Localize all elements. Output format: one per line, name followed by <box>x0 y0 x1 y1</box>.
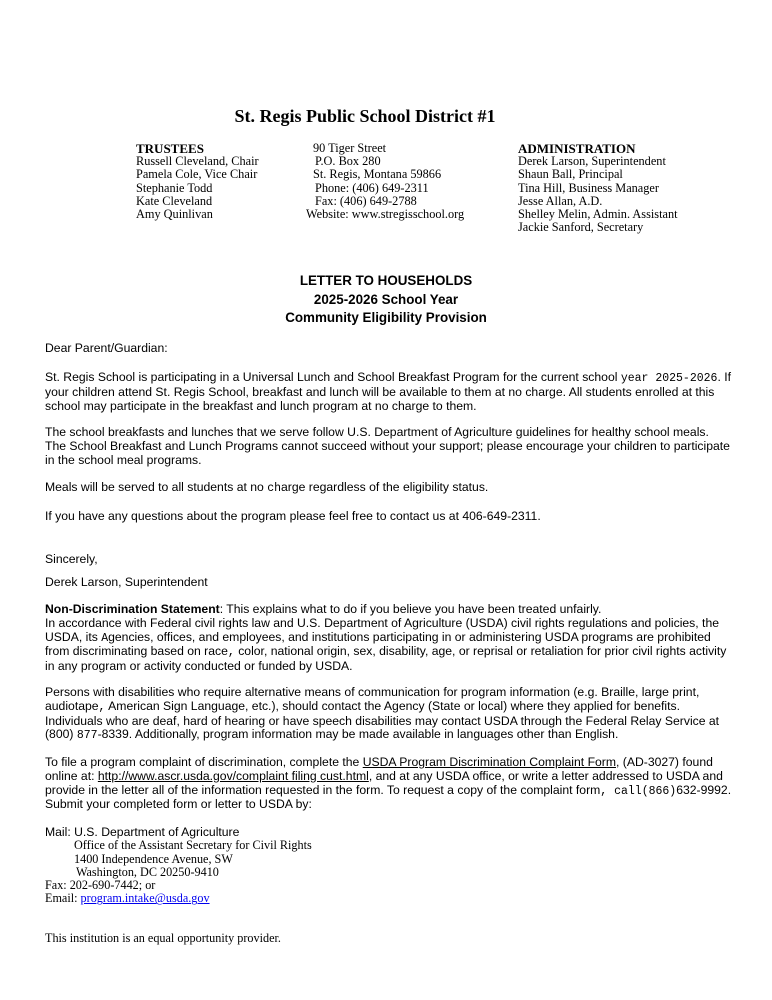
trustee-name: Amy Quinlivan <box>136 207 213 222</box>
website: Website: www.stregisschool.org <box>306 207 465 222</box>
trustee-name: Kate Cleveland <box>136 193 213 208</box>
trustees-heading: TRUSTEES <box>136 141 204 156</box>
letter-heading <box>0 272 772 328</box>
salutation: Dear Parent/Guardian: <box>45 341 168 355</box>
trustee-name: Russell Cleveland, Chair <box>136 154 259 169</box>
letter-title: LETTER TO HOUSEHOLDS <box>299 273 473 288</box>
trustees-column <box>136 142 259 221</box>
mail-line: Washington, DC 20250-9410 <box>76 864 219 879</box>
address-column <box>306 142 464 221</box>
trustee-name: Pamela Cole, Vice Chair <box>136 167 258 182</box>
fax-number: Fax: (406) 649-2788 <box>315 193 417 208</box>
city-state-zip: St. Regis, Montana 59866 <box>313 167 442 182</box>
street-address: 90 Tiger Street <box>313 141 387 155</box>
po-box: P.O. Box 280 <box>315 154 381 169</box>
phone-number: Phone: (406) 649-2311 <box>315 180 429 195</box>
administrator-name: Tina Hill, Business Manager <box>518 180 659 195</box>
administrator-name: Jesse Allan, A.D. <box>518 193 603 208</box>
complaint-url-link[interactable]: http://www.ascr.usda.gov/complaint filing cust.html <box>97 768 369 783</box>
closing: Sincerely, <box>45 552 98 566</box>
nondiscrimination-label: Non-Discrimination Statement <box>45 602 220 616</box>
paragraph-program: St. Regis School is participating in a Universal Lunch and School Breakfast Program for the current school year 2025-2026. If your children attend St. Regis School, breakfast and lunch will be available to them at no charge. All students enrolled at this school may participate in the breakfast and lunch program at no charge to them. <box>45 370 731 413</box>
mail-line: 1400 Independence Avenue, SW <box>74 851 233 866</box>
district-title: St. Regis Public School District #1 <box>234 106 496 126</box>
mail-line: Mail: U.S. Department of Agriculture <box>45 825 240 839</box>
paragraph-guidelines: The school breakfasts and lunches that we serve follow U.S. Department of Agriculture guidelines for healthy school meals. The School Breakfast and Lunch Programs cannot succeed without your support; please encourage your children to participate in the school meal programs. <box>45 425 730 467</box>
paragraph-contact: If you have any questions about the program please feel free to contact us at 406-649-2311. <box>45 509 541 523</box>
administration-heading: ADMINISTRATION <box>518 141 636 156</box>
complaint-form-link[interactable]: USDA Program Discrimination Complaint Form <box>362 755 616 769</box>
program-name: Community Eligibility Provision <box>285 310 487 325</box>
school-year: 2025-2026 School Year <box>313 291 459 307</box>
administrator-name: Derek Larson, Superintendent <box>518 154 666 169</box>
fax-line: Fax: 202-690-7442; or <box>45 878 156 893</box>
paragraph-meals: Meals will be served to all students at no charge regardless of the eligibility status. <box>45 480 489 495</box>
administrator-name: Shelley Melin, Admin. Assistant <box>518 207 678 222</box>
signature: Derek Larson, Superintendent <box>45 575 208 589</box>
accessibility-paragraph: Persons with disabilities who require alternative means of communication for program information (e.g. Braille, large print, audiotape, American Sign Language, etc.), should contact the Agency (State or local) where they applied for benefits. Individuals who are deaf, hard of hearing or have speech disabilities may contact USDA through the Federal Relay Service at (800) 877-8339. Additionally, program information may be made available in languages other than English. <box>45 685 720 743</box>
nondiscrimination-paragraph: Non-Discrimination Statement: This explains what to do if you believe you have been treated unfairly. In accordance with Federal civil rights law and U.S. Department of Agriculture (USDA) civil rights regulations and policies, the USDA, its Agencies, offices, and employees, and institutions participating in or administering USDA programs are prohibited from discriminating based on race, color, national origin, sex, disability, age, or reprisal or retaliation for prior civil rights activity in any program or activity conducted or funded by USDA. <box>45 602 727 674</box>
trustee-name: Stephanie Todd <box>136 180 213 195</box>
mail-address-block <box>45 826 312 906</box>
email-line: Email: program.intake@usda.gov <box>45 891 210 906</box>
mail-line: Office of the Assistant Secretary for Civil Rights <box>74 838 312 853</box>
complaint-paragraph: To file a program complaint of discrimination, complete the USDA Program Discrimination Complaint Form, (AD-3027) found online at: http://www.ascr.usda.gov/complaint filing cust.html, and at any USDA office, or write a letter addressed to USDA and provide in the letter all of the information requested in the form. To request a copy of the complaint form, call(866)632-9992. Submit your completed form or letter to USDA by: <box>45 755 732 812</box>
footer-statement: This institution is an equal opportunity provider. <box>45 931 281 945</box>
administrator-name: Shaun Ball, Principal <box>518 167 623 182</box>
email-link[interactable]: program.intake@usda.gov <box>80 891 210 906</box>
administration-column <box>518 142 678 234</box>
administrator-name: Jackie Sanford, Secretary <box>518 220 644 235</box>
